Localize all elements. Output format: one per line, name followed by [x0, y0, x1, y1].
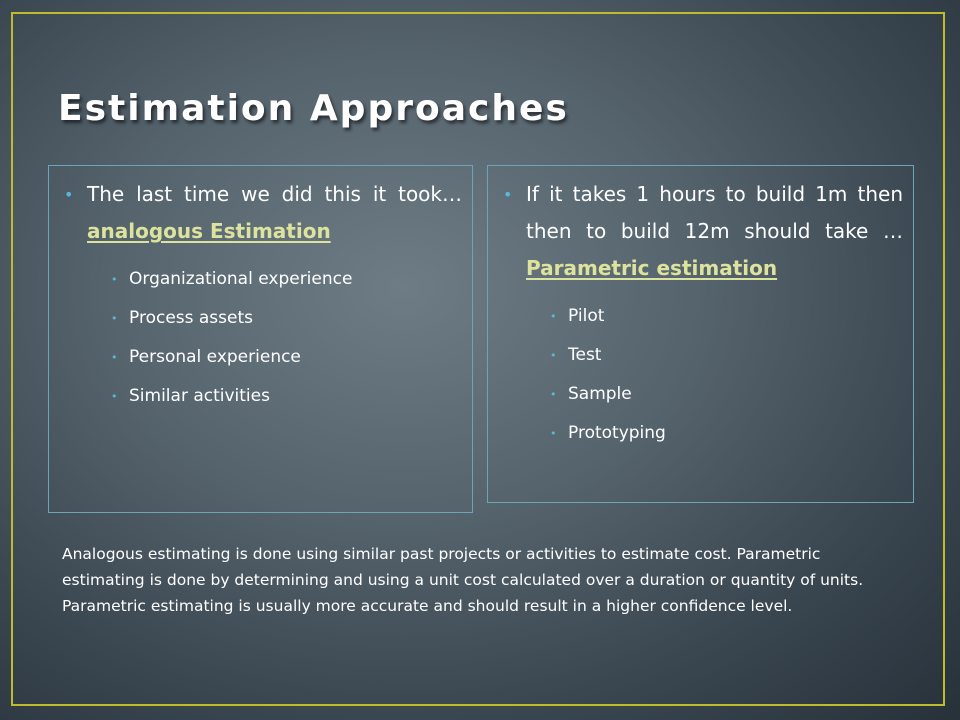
bullet-icon: •: [550, 427, 557, 440]
list-item: [498, 297, 903, 336]
bullet-icon: •: [550, 310, 557, 323]
sub-item-label: Similar activities: [129, 386, 270, 406]
right-sub-list: [498, 297, 903, 453]
list-item: [498, 375, 903, 414]
bullet-icon: •: [111, 273, 118, 286]
sub-item-label: Prototyping: [568, 423, 666, 443]
slide-footnote: Analogous estimating is done using similar past projects or activities to estimate cost. Parametric estimating is done by determining and using a unit cost calculated over a duration or quantity of units. Parametric estimating is usually more accurate and should result in a higher confidence level.: [62, 545, 864, 615]
bullet-icon: •: [111, 312, 118, 325]
sub-item-label: Pilot: [568, 306, 605, 326]
bullet-icon: •: [503, 185, 513, 204]
bullet-icon: •: [111, 351, 118, 364]
analogous-estimation-link[interactable]: analogous Estimation: [87, 219, 331, 243]
list-item: [59, 377, 462, 416]
bullet-icon: •: [550, 349, 557, 362]
list-item: [59, 260, 462, 299]
bullet-icon: •: [111, 390, 118, 403]
bullet-icon: •: [64, 185, 74, 204]
slide-title: Estimation Approaches: [58, 88, 569, 129]
left-sub-list: [59, 260, 462, 416]
right-main-text: If it takes 1 hours to build 1m then then to build 12m should take …: [526, 182, 903, 243]
list-item: [59, 299, 462, 338]
sub-item-label: Process assets: [129, 308, 254, 328]
sub-item-label: Sample: [568, 384, 632, 404]
list-item: [59, 338, 462, 377]
parametric-estimation-link[interactable]: Parametric estimation: [526, 256, 778, 280]
sub-item-label: Personal experience: [129, 347, 301, 367]
bullet-icon: •: [550, 388, 557, 401]
sub-item-label: Organizational experience: [129, 269, 353, 289]
right-content-box: [487, 165, 914, 503]
list-item: [498, 336, 903, 375]
right-main-point: [498, 176, 903, 287]
sub-item-label: Test: [568, 345, 602, 365]
left-main-text: The last time we did this it took…: [87, 182, 462, 206]
list-item: [498, 414, 903, 453]
left-content-box: [48, 165, 473, 513]
left-main-point: [59, 176, 462, 250]
